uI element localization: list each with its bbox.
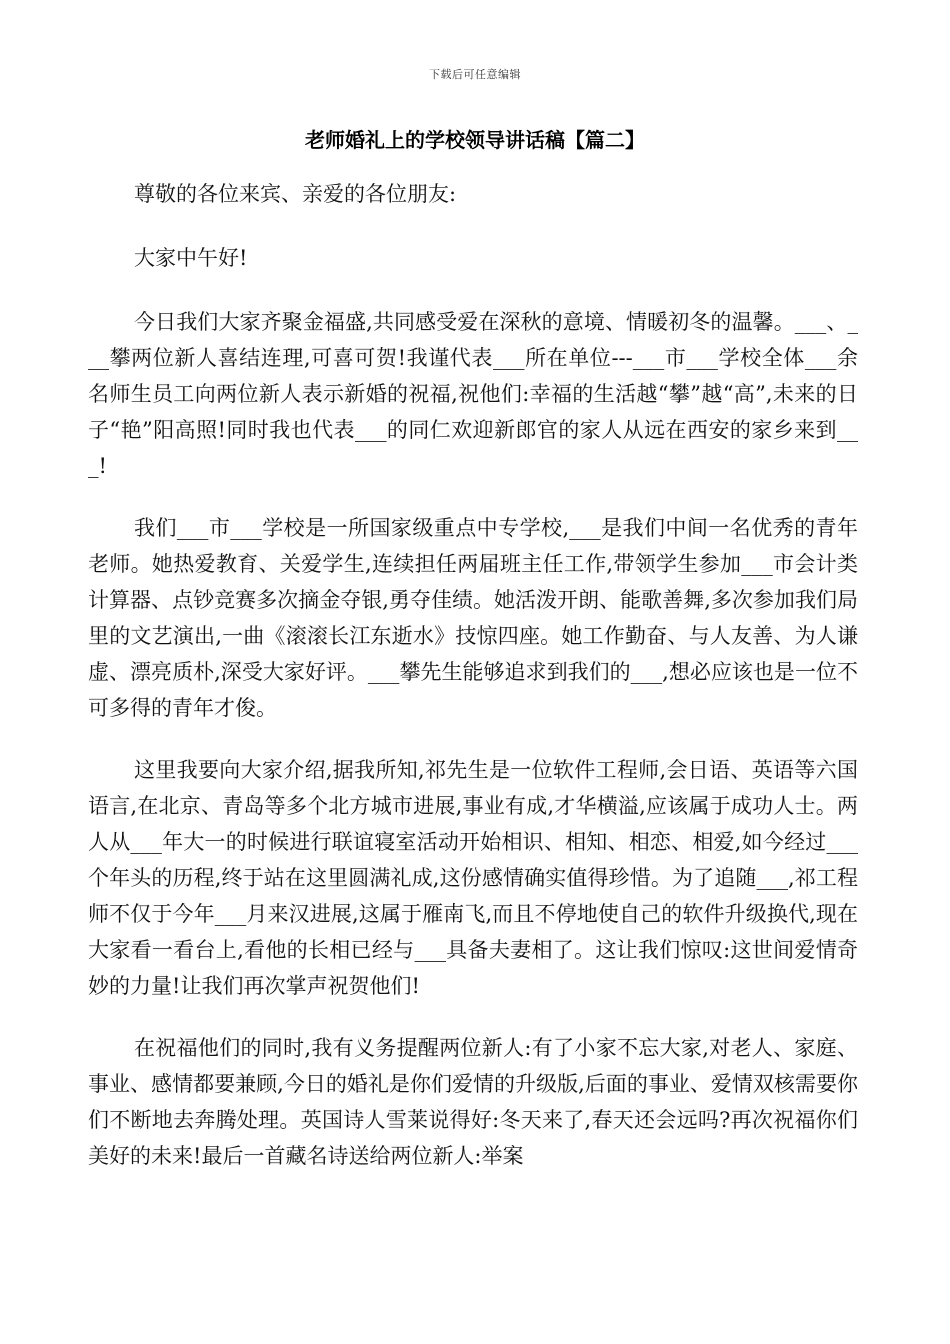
body-paragraph: 在祝福他们的同时,我有义务提醒两位新人:有了小家不忘大家,对老人、家庭、事业、感情都要兼顾,今日的婚礼是你们爱情的升级版,后面的事业、爱情双核需要你们不断地去奔腾处理。英国诗人雪莱说得好:冬天来了,春天还会远吗?再次祝福你们美好的未来!最后一首藏名诗送给两位新人:举案 [88,1036,858,1168]
body-paragraph: 这里我要向大家介绍,据我所知,祁先生是一位软件工程师,会日语、英语等六国语言,在北京、青岛等多个北方城市进展,事业有成,才华横溢,应该属于成功人士。两人从___年大一的时候进行联谊寝室活动开始相识、相知、相恋、相爱,如今经过___个年头的历程,终于站在这里圆满礼成,这份感情确实值得珍惜。为了追随___,祁工程师不仅于今年___月来汉进展,这属于雁南飞,而且不停地使自己的软件升级换代,现在大家看一看台上,看他的长相已经与___具备夫妻相了。这让我们惊叹:这世间爱情奇妙的力量!让我们再次掌声祝贺他们! [88,758,858,998]
body-paragraph: 今日我们大家齐聚金福盛,共同感受爱在深秋的意境、情暖初冬的温馨。___、___攀两位新人喜结连理,可喜可贺!我谨代表___所在单位---___市___学校全体___余名师生员工向两位新人表示新婚的祝福,祝他们:幸福的生活越“攀”越“高”,未来的日子“艳”阳高照!同时我也代表___的同仁欢迎新郎官的家人从远在西安的家乡来到___! [88,310,858,478]
salutation-paragraph: 尊敬的各位来宾、亲爱的各位朋友: [134,182,457,206]
document-title: 老师婚礼上的学校领导讲话稿【篇二】 [305,128,645,152]
header-note: 下载后可任意编辑 [429,68,521,81]
body-paragraph: 我们___市___学校是一所国家级重点中专学校,___是我们中间一名优秀的青年老师。她热爱教育、关爱学生,连续担任两届班主任工作,带领学生参加___市会计类计算器、点钞竞赛多次摘金夺银,勇夺佳绩。她活泼开朗、能歌善舞,多次参加我们局里的文艺演出,一曲《滚滚长江东逝水》技惊四座。她工作勤奋、与人友善、为人谦虚、漂亮质朴,深受大家好评。___攀先生能够追求到我们的___,想必应该也是一位不可多得的青年才俊。 [88,516,858,720]
greeting-paragraph: 大家中午好! [134,246,248,270]
document-body [88,176,858,1200]
